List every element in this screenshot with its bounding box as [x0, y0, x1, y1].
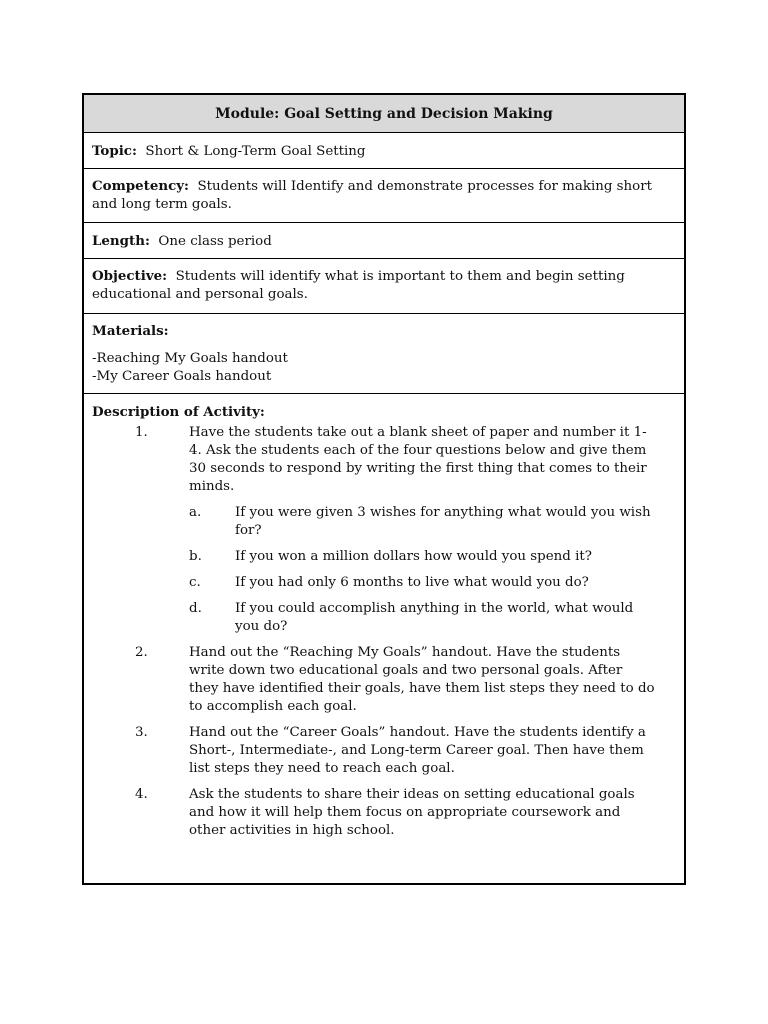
question-letter: a. [189, 505, 202, 520]
activity-step [92, 644, 676, 716]
materials-list [92, 350, 676, 386]
step-number: 4. [135, 787, 148, 802]
activity-step [92, 424, 676, 636]
materials-row [84, 314, 684, 394]
materials-item: -My Career Goals handout [92, 369, 272, 384]
length-label: Length: [92, 232, 150, 249]
topic-value: Short & Long-Term Goal Setting [145, 143, 366, 159]
question-text: If you won a million dollars how would you spend it? [235, 549, 592, 564]
topic-label: Topic: [92, 142, 137, 159]
activity-step [92, 724, 676, 778]
objective-label: Objective: [92, 268, 168, 284]
lesson-plan-table [82, 93, 686, 885]
question-item [189, 504, 656, 540]
length-value: One class period [158, 233, 272, 249]
activity-step [92, 786, 676, 840]
question-text: If you were given 3 wishes for anything what would you wish for? [235, 505, 651, 538]
step-number: 3. [135, 725, 148, 740]
step-number: 1. [135, 425, 148, 440]
question-item [189, 600, 656, 636]
question-letter: b. [189, 549, 202, 564]
module-title [84, 95, 684, 133]
competency-label: Competency: [92, 178, 189, 194]
question-letter: d. [189, 601, 202, 616]
question-letter: c. [189, 575, 201, 590]
length-row [84, 223, 684, 259]
materials-label: Materials: [92, 323, 169, 339]
competency-row [84, 169, 684, 223]
step-text: Ask the students to share their ideas on setting educational goals and how it will help them focus on appropriate coursework and other activities in high school. [189, 787, 635, 838]
question-text: If you could accomplish anything in the world, what would you do? [235, 601, 634, 634]
question-text: If you had only 6 months to live what would you do? [235, 575, 589, 590]
topic-row [84, 133, 684, 169]
objective-row [84, 259, 684, 314]
activity-steps [92, 424, 676, 840]
question-item [189, 574, 656, 592]
step-number: 2. [135, 645, 148, 660]
module-title-text: Module: Goal Setting and Decision Making [215, 105, 553, 122]
question-item [189, 548, 656, 566]
step-text: Hand out the “Career Goals” handout. Have the students identify a Short-, Intermediate-, and Long-term Career goal. Then have them list steps they need to reach each goal. [189, 725, 646, 776]
materials-item: -Reaching My Goals handout [92, 351, 288, 366]
description-label: Description of Activity: [92, 404, 265, 420]
description-row [84, 394, 684, 881]
step-text: Have the students take out a blank sheet of paper and number it 1-4. Ask the students each of the four questions below and give them 30 seconds to respond by writing the first thing that comes to their minds. [189, 425, 647, 494]
step-text: Hand out the “Reaching My Goals” handout. Have the students write down two educational goals and two personal goals. After they have identified their goals, have them list steps they need to do to accomplish each goal. [189, 645, 655, 714]
competency-value: Students will Identify and demonstrate processes for making short and long term goals. [92, 179, 653, 212]
objective-value: Students will identify what is important to them and begin setting educational and personal goals. [92, 269, 625, 302]
